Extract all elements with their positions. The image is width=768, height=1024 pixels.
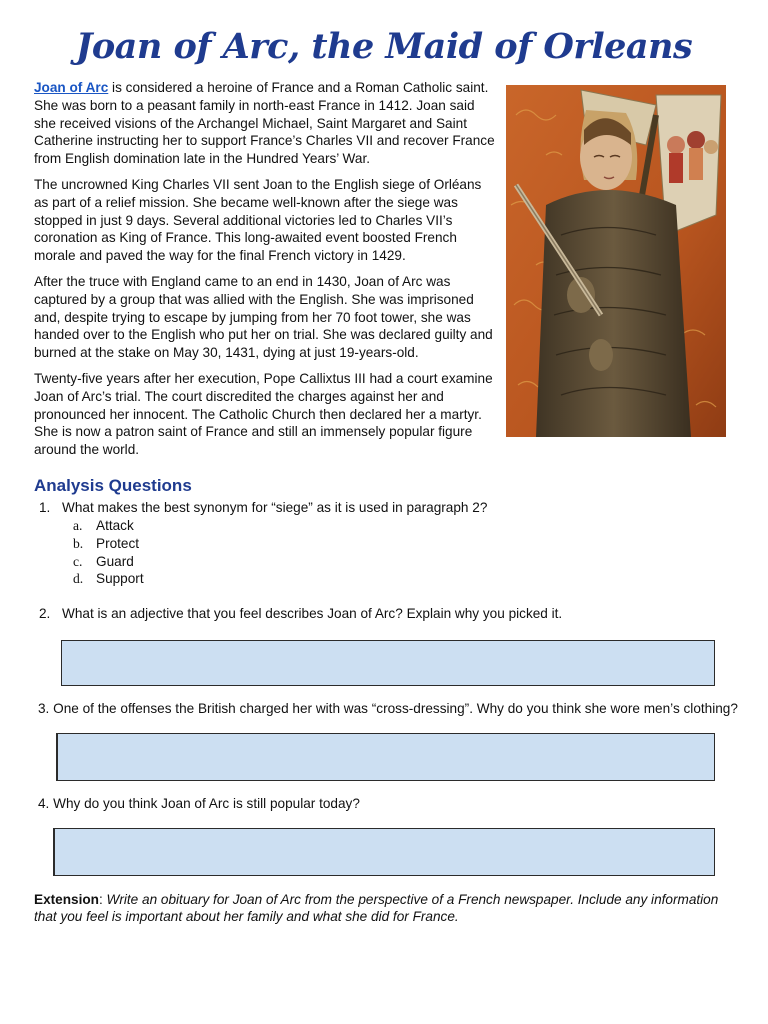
- option-c-text: Guard: [96, 553, 134, 569]
- joan-of-arc-link[interactable]: Joan of Arc: [34, 80, 109, 95]
- extension-prompt: [34, 892, 734, 925]
- option-a-letter: a.: [73, 518, 83, 533]
- question-1-number: 1.: [39, 500, 51, 515]
- analysis-questions-heading: Analysis Questions: [34, 476, 192, 495]
- paragraph-1: [34, 79, 496, 168]
- article-body: [34, 79, 496, 467]
- option-d-text: Support: [96, 571, 144, 587]
- question-1-text: What makes the best synonym for “siege” as it is used in paragraph 2?: [62, 500, 488, 515]
- question-1-options: [73, 517, 144, 588]
- paragraph-3: After the truce with England came to an end in 1430, Joan of Arc was captured by a group that was allied with the English. She was imprisoned and, despite trying to escape by jumping from her 70 foot tower, she was handed over to the English who put her on trial. She was declared guilty and burned at the stake on May 30, 1431, dying at just 19-years-old.: [34, 273, 493, 361]
- option-b-text: Protect: [96, 535, 140, 551]
- paragraph-4: Twenty-five years after her execution, Pope Callixtus III had a court examine Joan of Arc’s trial. The court discredited the charges against her and pronounced her innocent. The Catholic Church then declared her a martyr. She is now a patron saint of France and still an immensely popular figure around the world.: [34, 370, 493, 458]
- option-a-text: Attack: [96, 518, 134, 533]
- option-d-letter: d.: [73, 571, 84, 587]
- answer-box-3[interactable]: [56, 733, 715, 781]
- question-2: [39, 605, 562, 623]
- question-3-number: 3.: [38, 701, 50, 716]
- question-1: [39, 499, 487, 517]
- option-b-letter: b.: [73, 535, 84, 551]
- portrait-illustration: [506, 85, 726, 437]
- paragraph-2: The uncrowned King Charles VII sent Joan to the English siege of Orléans as part of a relief mission. She became well-known after the siege was stopped in just 9 days. Several additional victories led to Charles VII’s coronation as King of France. This long-awaited event boosted French morale and paved the way for the final French victory in 1429.: [34, 176, 482, 264]
- option-b[interactable]: [73, 535, 144, 553]
- answer-box-4[interactable]: [53, 828, 715, 876]
- question-4: [38, 795, 360, 813]
- question-4-text: Why do you think Joan of Arc is still popular today?: [53, 796, 360, 811]
- joan-of-arc-portrait: [506, 85, 726, 437]
- paragraph-1-text: is considered a heroine of France and a Roman Catholic saint. She was born to a peasant family in north-east France in 1412. Joan said she received visions of the Archangel Michael, Saint Margaret and Saint Catherine instructing her to support France’s Charles VII and recover France from English domination late in the Hundred Years’ War.: [34, 80, 495, 167]
- question-2-text: What is an adjective that you feel describes Joan of Arc? Explain why you picked it.: [62, 606, 563, 621]
- question-2-number: 2.: [39, 606, 51, 621]
- page-title: Joan of Arc, the Maid of Orleans: [75, 26, 693, 67]
- question-3: [38, 700, 738, 718]
- option-d[interactable]: [73, 570, 144, 588]
- extension-separator: :: [98, 892, 107, 907]
- option-a[interactable]: [73, 517, 144, 535]
- question-3-text: One of the offenses the British charged her with was “cross-dressing”. Why do you think she wore men’s clothing?: [53, 701, 738, 716]
- answer-box-2[interactable]: [61, 640, 715, 686]
- option-c-letter: c.: [73, 553, 83, 569]
- question-4-number: 4.: [38, 796, 50, 811]
- option-c[interactable]: [73, 553, 144, 571]
- extension-label: Extension: [34, 892, 99, 907]
- extension-text: Write an obituary for Joan of Arc from the perspective of a French newspaper. Include any information that you feel is important about her family and what she did for France.: [34, 892, 719, 924]
